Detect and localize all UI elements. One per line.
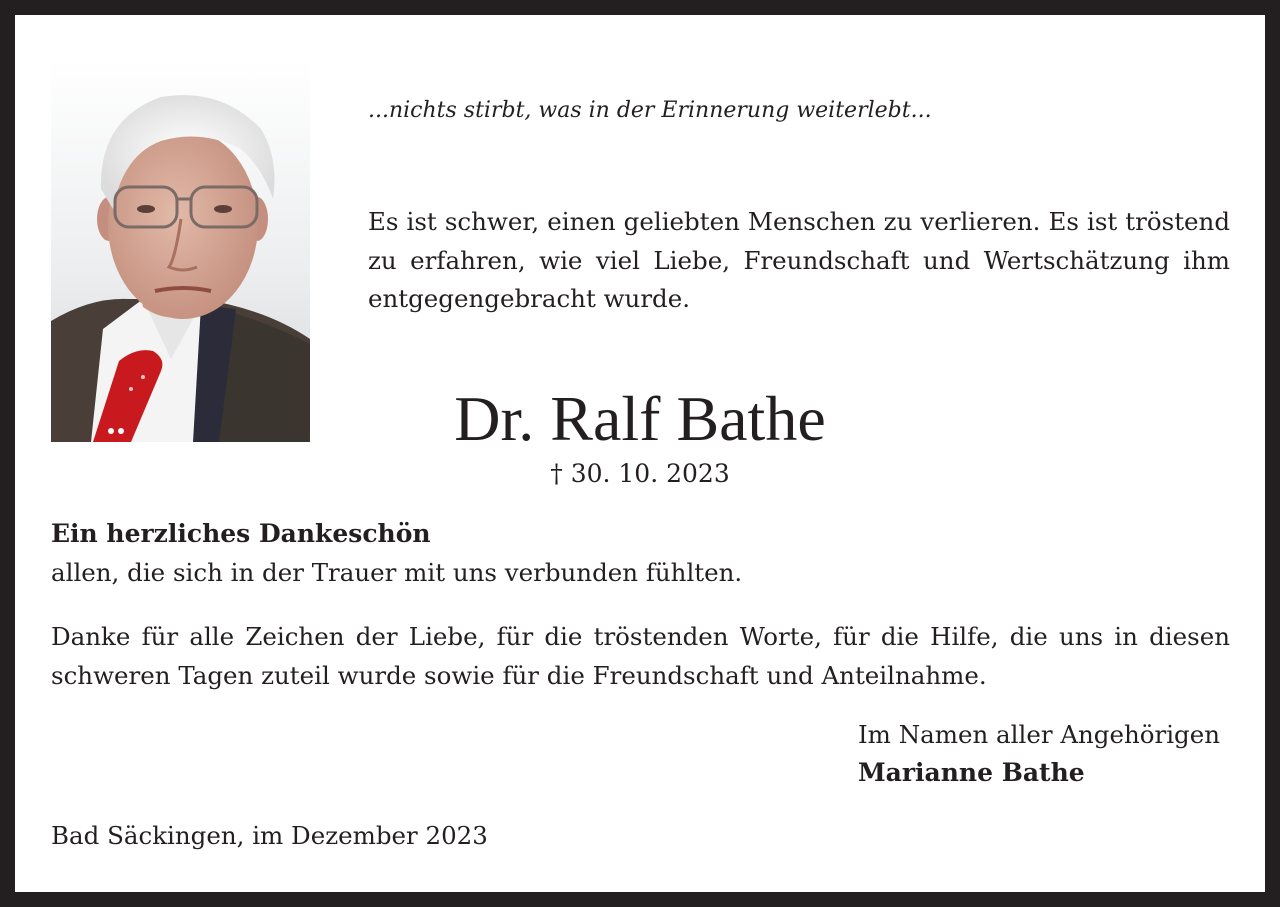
portrait-photo [51, 59, 310, 442]
thanks-line: allen, die sich in der Trauer mit uns verbunden fühlten. [51, 558, 743, 587]
gratitude-paragraph: Danke für alle Zeichen der Liebe, für die tröstenden Worte, für die Hilfe, die uns in diesen schweren Tagen zuteil wurde sowie für die Freundschaft und Anteilnahme. [51, 622, 1230, 690]
place-and-date: Bad Säckingen, im Dezember 2023 [51, 821, 488, 850]
motto-quote: ...nichts stirbt, was in der Erinnerung weiterlebt... [368, 98, 932, 123]
thanks-heading: Ein herzliches Dankeschön [51, 519, 431, 548]
signature-name: Marianne Bathe [858, 758, 1085, 787]
intro-paragraph: Es ist schwer, einen geliebten Menschen zu verlieren. Es ist tröstend zu erfahren, wie viel Liebe, Freundschaft und Wertschätzung ihm entgegengebracht wurde. [368, 207, 1230, 313]
death-date: † 30. 10. 2023 [550, 459, 730, 488]
obituary-card [15, 15, 1265, 892]
portrait-illustration [51, 59, 310, 442]
signature-line: Im Namen aller Angehörigen [858, 720, 1221, 749]
deceased-name: Dr. Ralf Bathe [454, 383, 826, 454]
